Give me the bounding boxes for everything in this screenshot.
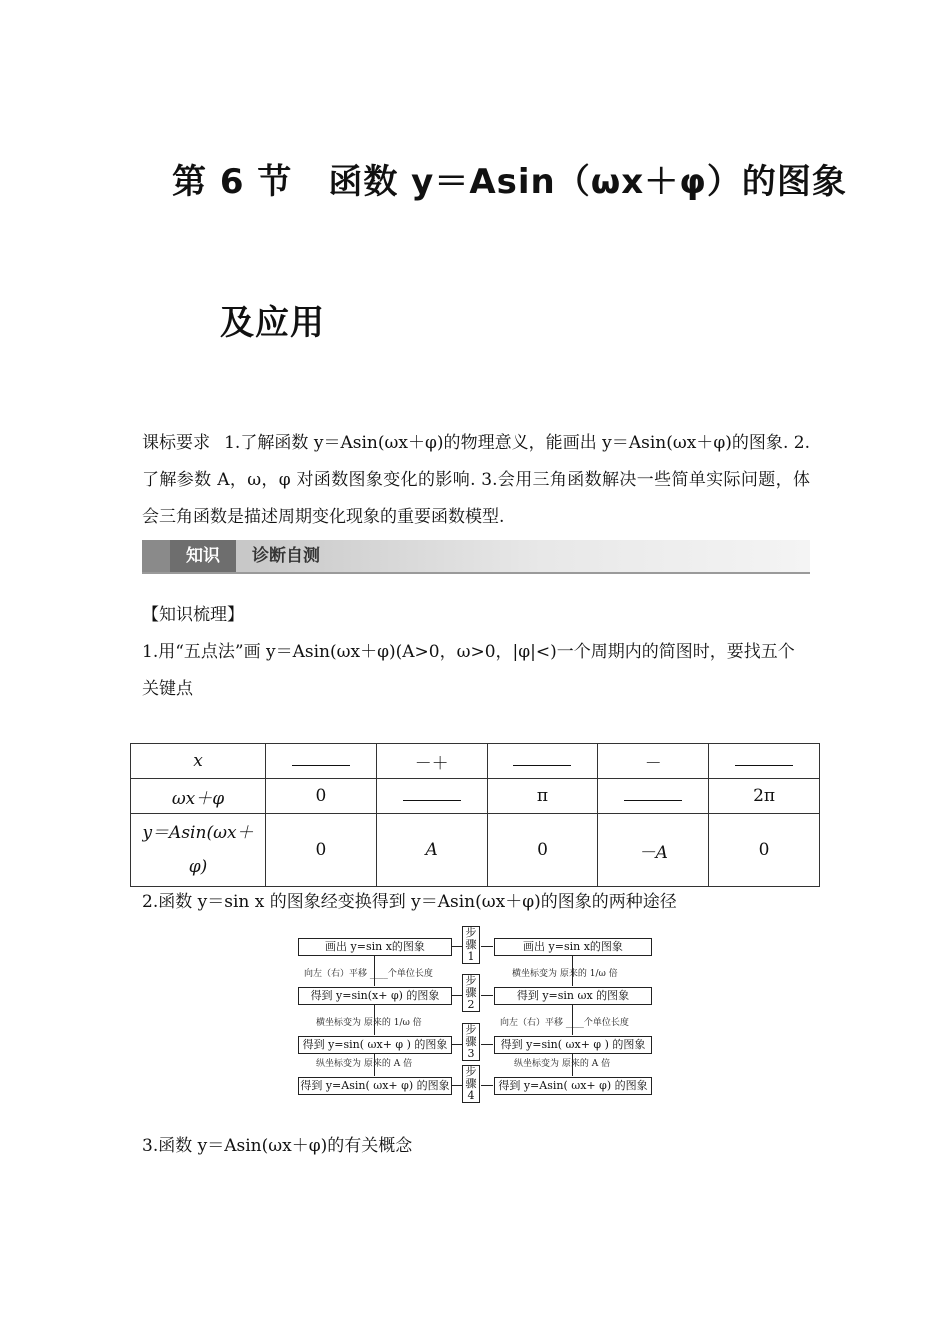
left-note-2: 横坐标变为 原来的 1/ω 倍 bbox=[316, 1018, 422, 1028]
connector-line bbox=[481, 946, 493, 947]
table-cell bbox=[709, 744, 820, 779]
table-cell: 0 bbox=[709, 814, 820, 887]
section-banner bbox=[142, 540, 810, 574]
fill-blank bbox=[403, 788, 461, 801]
connector-line bbox=[481, 1085, 493, 1086]
fill-blank bbox=[513, 753, 571, 766]
table-cell: －A bbox=[598, 814, 709, 887]
table-cell bbox=[598, 779, 709, 814]
left-note-3: 纵坐标变为 原来的 A 倍 bbox=[316, 1059, 413, 1069]
table-cell: π bbox=[487, 779, 598, 814]
table-cell: 0 bbox=[487, 814, 598, 887]
curriculum-requirements bbox=[142, 425, 810, 536]
fill-blank bbox=[735, 753, 793, 766]
item-1-text: 1.用“五点法”画 y＝Asin(ωx＋φ)(A>0，ω>0，|φ|<)一个周期内的简图时，要找五个关键点 bbox=[142, 642, 795, 699]
right-box-2: 得到 y=sin ωx 的图象 bbox=[494, 987, 652, 1005]
table-cell: 2π bbox=[709, 779, 820, 814]
fill-blank bbox=[292, 753, 350, 766]
page-title bbox=[172, 154, 847, 203]
left-box-3: 得到 y=sin( ωx+ φ ) 的图象 bbox=[298, 1036, 452, 1054]
step-label-4: 步骤4 bbox=[462, 1065, 480, 1103]
table-cell: 0 bbox=[266, 779, 377, 814]
right-box-3: 得到 y=sin( ωx+ φ ) 的图象 bbox=[494, 1036, 652, 1054]
table-cell: 0 bbox=[266, 814, 377, 887]
left-note-1: 向左（右）平移 ____个单位长度 bbox=[304, 969, 433, 979]
banner-subtitle: 诊断自测 bbox=[252, 546, 320, 566]
table-row bbox=[131, 779, 820, 814]
item-3-text: 3.函数 y＝Asin(ωx＋φ)的有关概念 bbox=[142, 1136, 413, 1156]
right-note-1: 横坐标变为 原来的 1/ω 倍 bbox=[512, 969, 618, 979]
connector-line bbox=[481, 1044, 493, 1045]
table-row bbox=[131, 814, 820, 887]
row-head: y＝Asin(ωx＋φ) bbox=[131, 814, 266, 887]
right-note-2: 向左（右）平移 ____个单位长度 bbox=[500, 1018, 629, 1028]
table-cell bbox=[266, 744, 377, 779]
table-cell: A bbox=[376, 814, 487, 887]
table-cell: － bbox=[598, 744, 709, 779]
step-label-1: 步骤1 bbox=[462, 926, 480, 964]
connector-line bbox=[452, 1044, 462, 1045]
table-cell: －＋ bbox=[376, 744, 487, 779]
right-box-1: 画出 y=sin x的图象 bbox=[494, 938, 652, 956]
five-point-table bbox=[130, 743, 820, 887]
title-section-number: 第 6 节 bbox=[172, 162, 293, 202]
banner-chip: 知识 bbox=[170, 540, 236, 572]
banner-accent bbox=[142, 540, 170, 572]
right-note-3: 纵坐标变为 原来的 A 倍 bbox=[514, 1059, 611, 1069]
step-label-2: 步骤2 bbox=[462, 974, 480, 1012]
connector-line bbox=[452, 1085, 462, 1086]
table-cell bbox=[376, 779, 487, 814]
table-cell bbox=[487, 744, 598, 779]
table-row bbox=[131, 744, 820, 779]
connector-line bbox=[481, 995, 493, 996]
title-main: 函数 y＝Asin（ωx＋φ）的图象 bbox=[328, 162, 847, 202]
transformation-diagram bbox=[296, 924, 656, 1108]
row-head: ωx＋φ bbox=[131, 779, 266, 814]
step-label-3: 步骤3 bbox=[462, 1023, 480, 1061]
left-box-2: 得到 y=sin(x+ φ) 的图象 bbox=[298, 987, 452, 1005]
row-head: x bbox=[131, 744, 266, 779]
connector-line bbox=[452, 946, 462, 947]
requirements-label: 课标要求 bbox=[142, 433, 211, 453]
fill-blank bbox=[624, 788, 682, 801]
item-2-text: 2.函数 y＝sin x 的图象经变换得到 y＝Asin(ωx＋φ)的图象的两种途径 bbox=[142, 892, 677, 912]
left-box-4: 得到 y=Asin( ωx+ φ) 的图象 bbox=[298, 1077, 452, 1095]
page-title-line2: 及应用 bbox=[220, 303, 325, 343]
connector-line bbox=[452, 995, 462, 996]
requirements-text: 1.了解函数 y＝Asin(ωx＋φ)的物理意义，能画出 y＝Asin(ωx＋φ)的图象. 2.了解参数 A，ω，φ 对函数图象变化的影响. 3.会用三角函数解决一些简单实际问题，体会三角函数是描述周期变化现象的重要函数模型. bbox=[142, 433, 810, 527]
knowledge-heading: 【知识梳理】 bbox=[142, 605, 244, 625]
right-box-4: 得到 y=Asin( ωx+ φ) 的图象 bbox=[494, 1077, 652, 1095]
left-box-1: 画出 y=sin x的图象 bbox=[298, 938, 452, 956]
